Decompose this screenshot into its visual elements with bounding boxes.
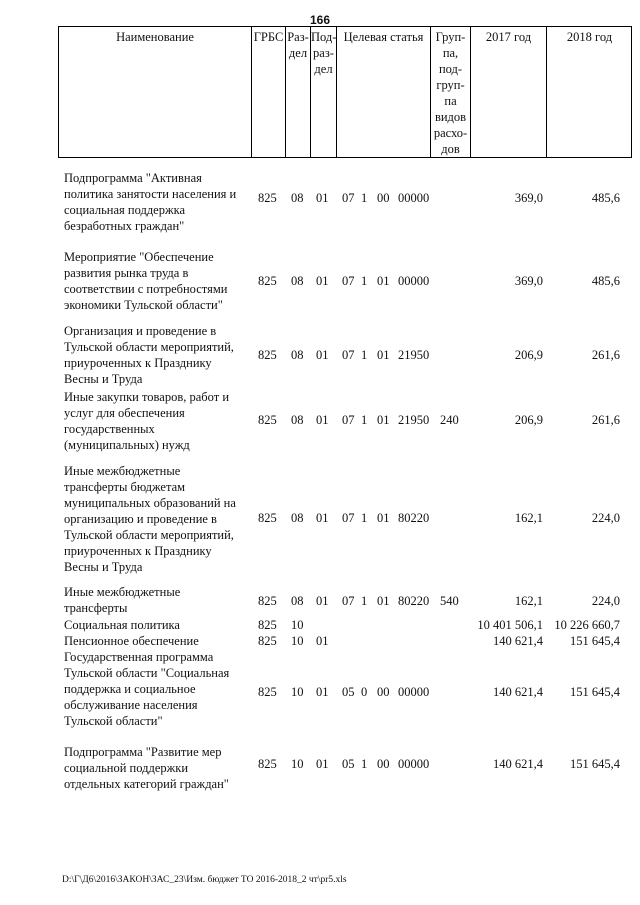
table-header bbox=[58, 26, 632, 158]
podrazdel: 01 bbox=[316, 634, 329, 648]
header-gruppa-line: расхо- bbox=[433, 126, 468, 140]
row-name-line: Государственная программа bbox=[64, 650, 214, 664]
header-cel-statya-label: Целевая статья bbox=[343, 30, 424, 44]
header-2017-label: 2017 год bbox=[485, 30, 532, 44]
row-name bbox=[64, 649, 250, 729]
amount-2018: 485,6 bbox=[591, 191, 620, 205]
grbs: 825 bbox=[258, 511, 277, 525]
cel-statya-direction: 00000 bbox=[398, 274, 430, 288]
row-name-line: Иные межбюджетные bbox=[64, 464, 181, 478]
grbs: 825 bbox=[258, 274, 277, 288]
amount-2017: 162,1 bbox=[514, 511, 543, 525]
cel-statya-subprogram: 1 bbox=[361, 757, 368, 771]
header-name bbox=[59, 27, 251, 157]
row-name-line: Иные закупки товаров, работ и bbox=[64, 390, 230, 404]
razdel: 08 bbox=[291, 348, 304, 362]
amount-2017: 206,9 bbox=[514, 348, 543, 362]
row-name-line: Подпрограмма "Развитие мер bbox=[64, 745, 222, 759]
amount-2018: 224,0 bbox=[591, 594, 620, 608]
header-gruppa-line: дов bbox=[441, 142, 460, 156]
header-podrazdel-line: дел bbox=[314, 62, 333, 76]
cel-statya-subprogram: 0 bbox=[361, 685, 368, 699]
amount-2017: 140 621,4 bbox=[493, 634, 543, 648]
amount-2017: 369,0 bbox=[514, 191, 543, 205]
header-razdel-line: Раз- bbox=[287, 30, 309, 44]
razdel: 10 bbox=[291, 757, 304, 771]
amount-2017: 369,0 bbox=[514, 274, 543, 288]
row-name-line: обслуживание населения bbox=[64, 698, 198, 712]
expense-group: 240 bbox=[440, 413, 459, 427]
row-name-line: экономики Тульской области" bbox=[64, 298, 223, 312]
row-name-line: Тульской области мероприятий, bbox=[64, 528, 234, 542]
row-name bbox=[64, 463, 250, 575]
grbs: 825 bbox=[258, 594, 277, 608]
cel-statya-direction: 80220 bbox=[398, 594, 430, 608]
cel-statya-subprogram: 1 bbox=[361, 274, 368, 288]
row-name-line: социальной поддержки bbox=[64, 761, 189, 775]
cel-statya-program: 07 bbox=[342, 191, 355, 205]
header-name-label: Наименование bbox=[116, 30, 194, 44]
grbs: 825 bbox=[258, 413, 277, 427]
razdel: 08 bbox=[291, 511, 304, 525]
grbs: 825 bbox=[258, 634, 277, 648]
row-name-line: Подпрограмма "Активная bbox=[64, 171, 202, 185]
podrazdel: 01 bbox=[316, 348, 329, 362]
grbs: 825 bbox=[258, 618, 277, 632]
amount-2018: 261,6 bbox=[591, 348, 620, 362]
cel-statya-program: 07 bbox=[342, 274, 355, 288]
cel-statya-direction: 00000 bbox=[398, 685, 430, 699]
row-name bbox=[64, 584, 250, 616]
cel-statya-event: 00 bbox=[377, 191, 390, 205]
razdel: 08 bbox=[291, 274, 304, 288]
podrazdel: 01 bbox=[316, 685, 329, 699]
row-name bbox=[64, 389, 250, 453]
amount-2017: 140 621,4 bbox=[493, 685, 543, 699]
razdel: 08 bbox=[291, 413, 304, 427]
podrazdel: 01 bbox=[316, 594, 329, 608]
cel-statya-direction: 80220 bbox=[398, 511, 430, 525]
header-gruppa-line: груп- bbox=[436, 78, 465, 92]
row-name-line: поддержка и социальное bbox=[64, 682, 196, 696]
header-gruppa-line: под- bbox=[438, 62, 463, 76]
row-name-line: трансферты bbox=[64, 601, 128, 615]
header-grbs-label: ГРБС bbox=[253, 30, 284, 44]
amount-2018: 485,6 bbox=[591, 274, 620, 288]
row-name bbox=[64, 744, 250, 792]
row-name-line: безработных граждан" bbox=[64, 219, 185, 233]
cel-statya-subprogram: 1 bbox=[361, 594, 368, 608]
row-name-line: приуроченных к Празднику bbox=[64, 356, 212, 370]
row-name-line: Тульской области "Социальная bbox=[64, 666, 230, 680]
cel-statya-program: 05 bbox=[342, 757, 355, 771]
row-name-line: Тульской области мероприятий, bbox=[64, 340, 234, 354]
cel-statya-subprogram: 1 bbox=[361, 413, 368, 427]
amount-2017: 162,1 bbox=[514, 594, 543, 608]
header-podrazdel-line: раз- bbox=[313, 46, 334, 60]
cel-statya-program: 07 bbox=[342, 348, 355, 362]
cel-statya-program: 05 bbox=[342, 685, 355, 699]
podrazdel: 01 bbox=[316, 191, 329, 205]
amount-2017: 10 401 506,1 bbox=[477, 618, 543, 632]
podrazdel: 01 bbox=[316, 413, 329, 427]
cel-statya-program: 07 bbox=[342, 511, 355, 525]
row-name-line: соответствии с потребностями bbox=[64, 282, 228, 296]
cel-statya-program: 07 bbox=[342, 594, 355, 608]
row-name-line: развития рынка труда в bbox=[64, 266, 189, 280]
amount-2017: 206,9 bbox=[514, 413, 543, 427]
cel-statya-event: 01 bbox=[377, 274, 390, 288]
cel-statya-subprogram: 1 bbox=[361, 191, 368, 205]
row-name-line: приуроченных к Празднику bbox=[64, 544, 212, 558]
header-cel-statya bbox=[336, 27, 430, 157]
grbs: 825 bbox=[258, 348, 277, 362]
grbs: 825 bbox=[258, 685, 277, 699]
row-name bbox=[64, 170, 250, 234]
expense-group: 540 bbox=[440, 594, 459, 608]
header-gruppa-line: па bbox=[444, 94, 457, 108]
row-name bbox=[64, 633, 250, 649]
amount-2018: 261,6 bbox=[591, 413, 620, 427]
row-name-line: (муниципальных) нужд bbox=[64, 438, 190, 452]
row-name-line: Иные межбюджетные bbox=[64, 585, 181, 599]
cel-statya-event: 00 bbox=[377, 757, 390, 771]
amount-2018: 151 645,4 bbox=[570, 685, 620, 699]
header-gruppa-line: па, bbox=[442, 46, 459, 60]
header-grbs bbox=[251, 27, 285, 157]
razdel: 08 bbox=[291, 594, 304, 608]
row-name-line: Социальная политика bbox=[64, 618, 180, 632]
header-2017 bbox=[470, 27, 546, 157]
cel-statya-event: 01 bbox=[377, 348, 390, 362]
amount-2018: 151 645,4 bbox=[570, 757, 620, 771]
header-razdel-line: дел bbox=[288, 46, 308, 60]
cel-statya-event: 01 bbox=[377, 413, 390, 427]
cel-statya-program: 07 bbox=[342, 413, 355, 427]
row-name-line: социальная поддержка bbox=[64, 203, 186, 217]
amount-2018: 10 226 660,7 bbox=[554, 618, 620, 632]
row-name-line: услуг для обеспечения bbox=[64, 406, 185, 420]
header-2018-label: 2018 год bbox=[566, 30, 613, 44]
amount-2017: 140 621,4 bbox=[493, 757, 543, 771]
row-name-line: Тульской области" bbox=[64, 714, 163, 728]
row-name-line: отдельных категорий граждан" bbox=[64, 777, 229, 791]
cel-statya-direction: 21950 bbox=[398, 413, 430, 427]
cel-statya-direction: 00000 bbox=[398, 757, 430, 771]
cel-statya-event: 01 bbox=[377, 594, 390, 608]
razdel: 08 bbox=[291, 191, 304, 205]
podrazdel: 01 bbox=[316, 757, 329, 771]
cel-statya-direction: 21950 bbox=[398, 348, 430, 362]
row-name-line: государственных bbox=[64, 422, 155, 436]
header-2018 bbox=[546, 27, 632, 157]
row-name-line: трансферты бюджетам bbox=[64, 480, 186, 494]
file-path-footer: D:\Г\Д6\2016\ЗАКОН\ЗАС_23\Изм. бюджет ТО 2016-2018_2 чт\pr5.xls bbox=[62, 875, 347, 885]
row-name-line: муниципальных образований на bbox=[64, 496, 236, 510]
amount-2018: 151 645,4 bbox=[570, 634, 620, 648]
cel-statya-subprogram: 1 bbox=[361, 511, 368, 525]
grbs: 825 bbox=[258, 757, 277, 771]
row-name-line: Организация и проведение в bbox=[64, 324, 217, 338]
row-name bbox=[64, 323, 250, 387]
row-name-line: Мероприятие "Обеспечение bbox=[64, 250, 214, 264]
row-name-line: политика занятости населения и bbox=[64, 187, 237, 201]
razdel: 10 bbox=[291, 685, 304, 699]
page-number: 166 bbox=[309, 13, 331, 27]
podrazdel: 01 bbox=[316, 511, 329, 525]
cel-statya-subprogram: 1 bbox=[361, 348, 368, 362]
header-podrazdel bbox=[310, 27, 336, 157]
header-podrazdel-line: Под- bbox=[311, 30, 337, 44]
grbs: 825 bbox=[258, 191, 277, 205]
cel-statya-direction: 00000 bbox=[398, 191, 430, 205]
header-gruppa-line: видов bbox=[434, 110, 467, 124]
cel-statya-event: 00 bbox=[377, 685, 390, 699]
podrazdel: 01 bbox=[316, 274, 329, 288]
amount-2018: 224,0 bbox=[591, 511, 620, 525]
row-name-line: Весны и Труда bbox=[64, 560, 143, 574]
header-gruppa-line: Груп- bbox=[435, 30, 466, 44]
row-name bbox=[64, 249, 250, 313]
row-name-line: организацию и проведение в bbox=[64, 512, 217, 526]
row-name-line: Весны и Труда bbox=[64, 372, 143, 386]
row-name-line: Пенсионное обеспечение bbox=[64, 634, 199, 648]
razdel: 10 bbox=[291, 634, 304, 648]
row-name bbox=[64, 617, 250, 633]
header-gruppa bbox=[430, 27, 470, 157]
cel-statya-event: 01 bbox=[377, 511, 390, 525]
razdel: 10 bbox=[291, 618, 304, 632]
header-razdel bbox=[285, 27, 310, 157]
